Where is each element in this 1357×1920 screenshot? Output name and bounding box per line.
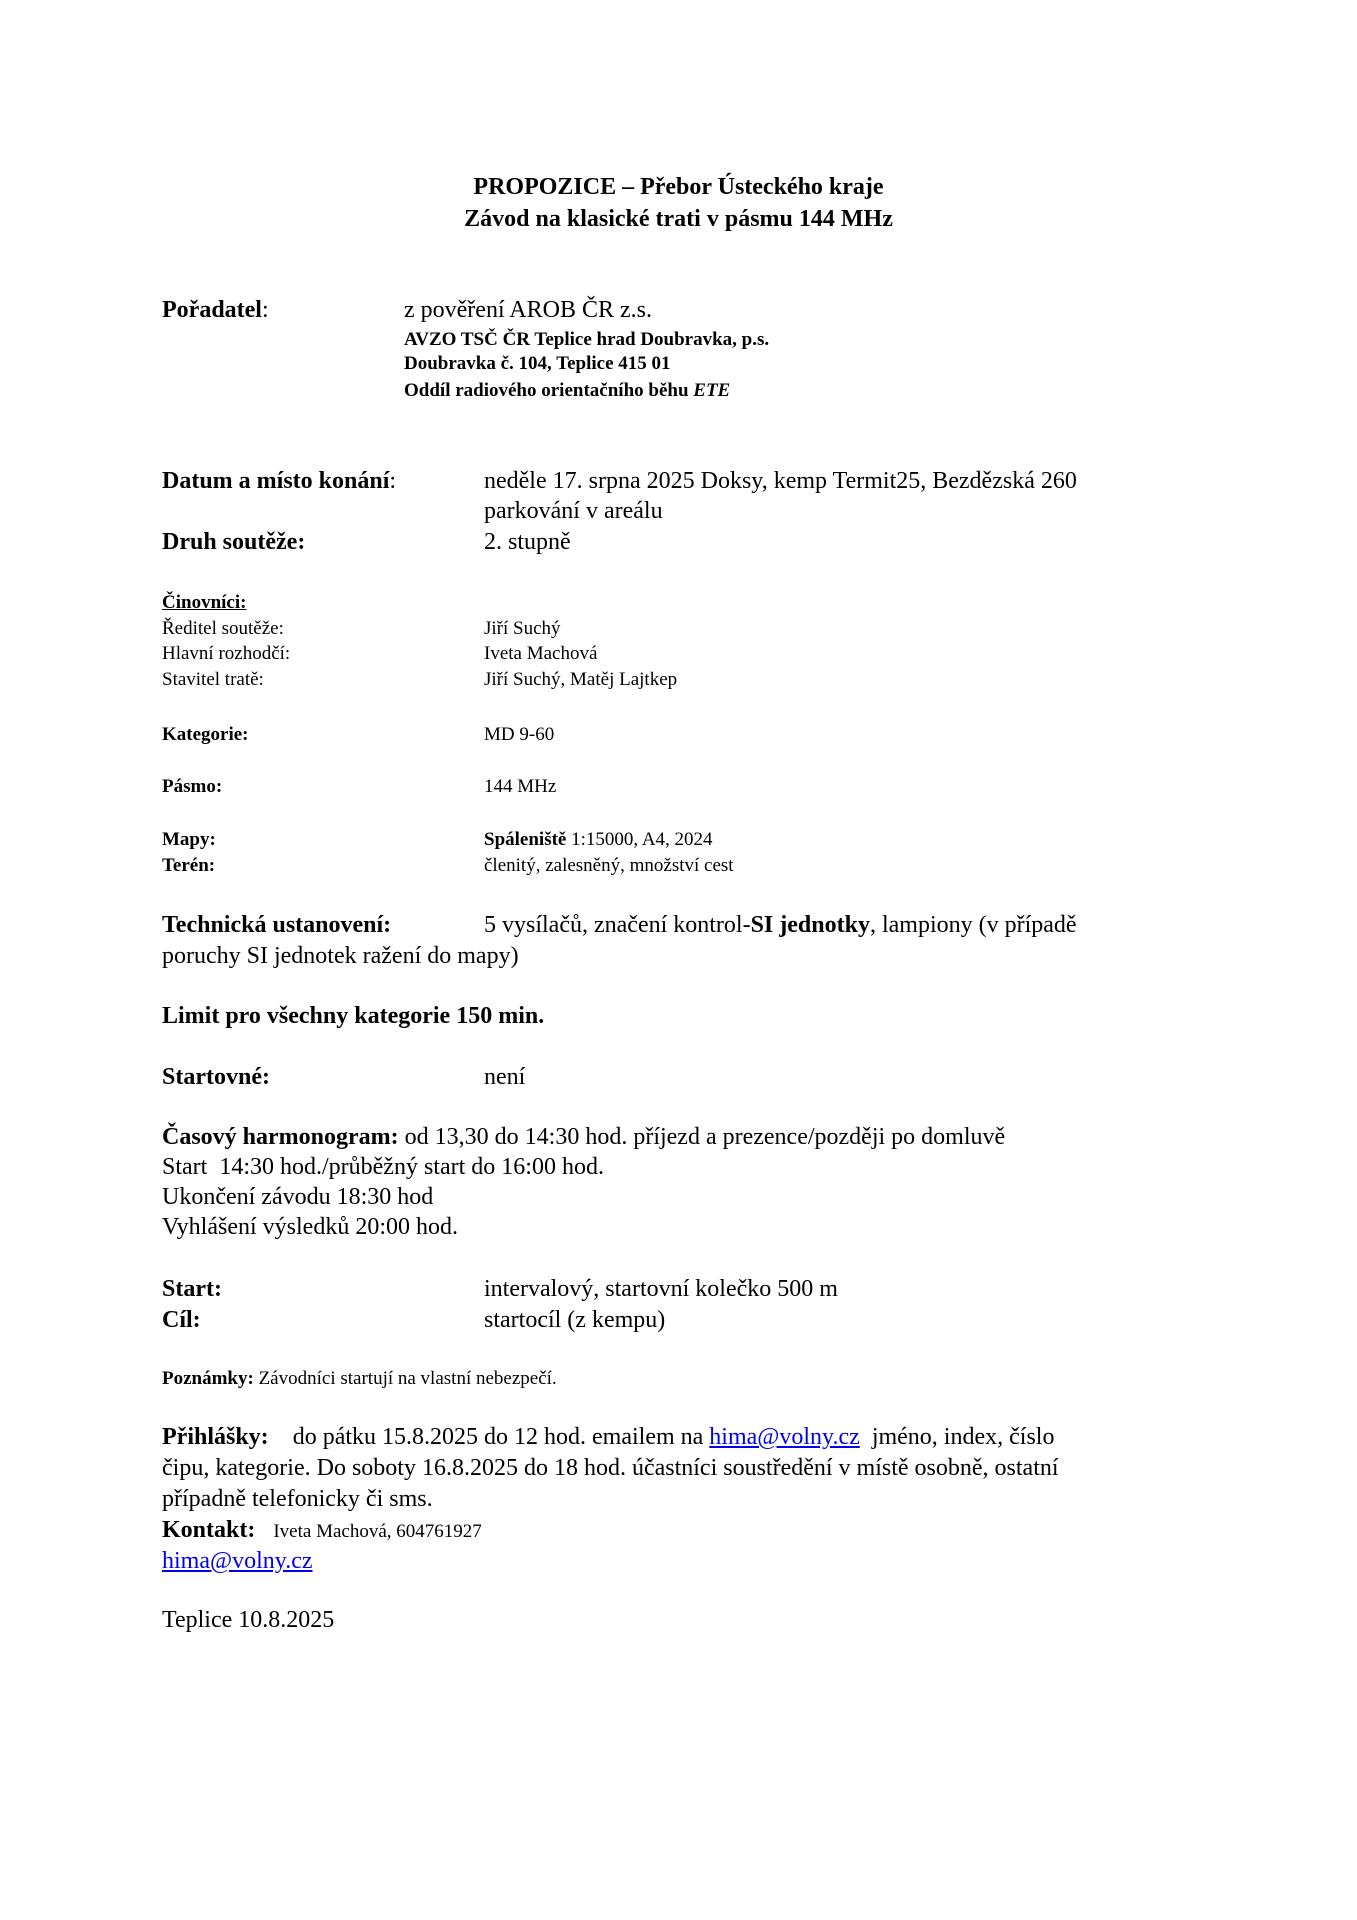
start-value: intervalový, startovní kolečko 500 m xyxy=(484,1276,838,1302)
finish-label: Cíl: xyxy=(162,1307,201,1333)
organizer-line-3: Doubravka č. 104, Teplice 415 01 xyxy=(404,353,671,374)
technical-value-line-2: poruchy SI jednotek ražení do mapy) xyxy=(162,943,519,969)
officials-heading: Činovníci: xyxy=(162,592,247,613)
schedule-line-2: Start 14:30 hod./průběžný start do 16:00 hod. xyxy=(162,1154,604,1180)
organizer-label: Pořadatel: xyxy=(162,297,269,323)
schedule-line-3: Ukončení závodu 18:30 hod xyxy=(162,1184,434,1210)
contact-email-row xyxy=(162,1549,313,1573)
maps-label: Mapy: xyxy=(162,829,216,850)
band-label: Pásmo: xyxy=(162,776,223,797)
category-value: MD 9-60 xyxy=(484,724,555,745)
competition-type-label: Druh soutěže: xyxy=(162,529,306,555)
category-label: Kategorie: xyxy=(162,724,249,745)
contact-label: Kontakt: xyxy=(162,1517,256,1543)
organizer-line-4: Oddíl radiového orientačního běhu ETE xyxy=(404,380,731,401)
document-title-line-2: Závod na klasické trati v pásmu 144 MHz xyxy=(464,206,893,232)
band-value: 144 MHz xyxy=(484,776,557,797)
organizer-line-2: AVZO TSČ ČR Teplice hrad Doubravka, p.s. xyxy=(404,329,770,350)
official-value-referee: Iveta Machová xyxy=(484,643,598,664)
schedule-line-4: Vyhlášení výsledků 20:00 hod. xyxy=(162,1214,458,1240)
official-label-director: Ředitel soutěže: xyxy=(162,618,284,639)
registration-email-link[interactable]: hima@volny.cz xyxy=(709,1424,860,1450)
terrain-label: Terén: xyxy=(162,855,216,876)
competition-type-value: 2. stupně xyxy=(484,529,571,555)
document-title-line-1: PROPOZICE – Přebor Ústeckého kraje xyxy=(473,174,884,200)
technical-label: Technická ustanovení: xyxy=(162,912,392,938)
date-place-label: Datum a místo konání: xyxy=(162,468,397,494)
official-value-course-setter: Jiří Suchý, Matěj Lajtkep xyxy=(484,669,678,690)
registration-line-3: případně telefonicky či sms. xyxy=(162,1486,433,1512)
contact-value: Iveta Machová, 604761927 xyxy=(273,1521,482,1542)
time-limit: Limit pro všechny kategorie 150 min. xyxy=(162,1003,545,1029)
date-place-parking: parkování v areálu xyxy=(484,498,663,524)
notes: Poznámky: Závodníci startují na vlastní nebezpečí. xyxy=(162,1368,557,1389)
technical-value: 5 vysílačů, značení kontrol-SI jednotky, lampiony (v případě xyxy=(484,912,1077,938)
contact-line xyxy=(162,1518,482,1542)
date-place-value: neděle 17. srpna 2025 Doksy, kemp Termit25, Bezdězská 260 xyxy=(484,468,1077,494)
contact-email-link[interactable]: hima@volny.cz xyxy=(162,1548,313,1574)
terrain-value: členitý, zalesněný, množství cest xyxy=(484,855,734,876)
registration-line-2: čipu, kategorie. Do soboty 16.8.2025 do 18 hod. účastníci soustředění v místě osobně, ostatní xyxy=(162,1455,1059,1481)
start-label: Start: xyxy=(162,1276,222,1302)
official-label-referee: Hlavní rozhodčí: xyxy=(162,643,291,664)
place-date: Teplice 10.8.2025 xyxy=(162,1607,335,1633)
entry-fee-value: není xyxy=(484,1064,526,1090)
entry-fee-label: Startovné: xyxy=(162,1064,270,1090)
official-value-director: Jiří Suchý xyxy=(484,618,561,639)
registration-line-1: Přihlášky: do pátku 15.8.2025 do 12 hod. emailem na hima@volny.cz jméno, index, číslo xyxy=(162,1424,1055,1450)
finish-value: startocíl (z kempu) xyxy=(484,1307,666,1333)
official-label-course-setter: Stavitel tratě: xyxy=(162,669,264,690)
schedule-line-1: Časový harmonogram: od 13,30 do 14:30 hod. příjezd a prezence/později po domluvě xyxy=(162,1124,1006,1150)
maps-value: Spáleniště 1:15000, A4, 2024 xyxy=(484,829,713,850)
organizer-line-1: z pověření AROB ČR z.s. xyxy=(404,297,652,323)
